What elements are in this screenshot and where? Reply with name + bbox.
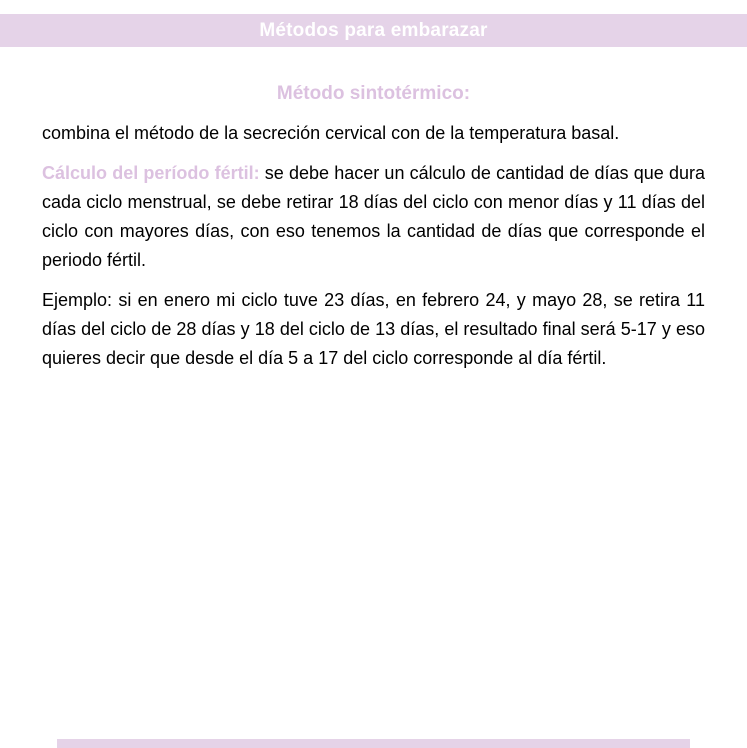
- section-subtitle: Método sintotérmico:: [276, 83, 471, 104]
- next-section-bar-sliver: [57, 739, 690, 748]
- paragraph-intro: combina el método de la secreción cervical con de la temperatura basal.: [42, 123, 620, 143]
- paragraph-calculation: [42, 159, 705, 275]
- document-content: [0, 47, 747, 373]
- page-header-bar: [0, 14, 747, 47]
- paragraph-calculation-lead-label: Cálculo del período fértil:: [42, 163, 260, 183]
- paragraph-calculation-text: se debe hacer un cálculo de cantidad de días que dura cada ciclo menstrual, se debe retirar 18 días del ciclo con menor días y 11 días del ciclo con mayores días, con eso tenemos la cantidad de días que corresponde el periodo fértil.: [42, 163, 705, 270]
- page-title: Métodos para embarazar: [259, 19, 488, 41]
- paragraph-example: Ejemplo: si en enero mi ciclo tuve 23 días, en febrero 24, y mayo 28, se retira 11 días del ciclo de 28 días y 18 del ciclo de 13 días, el resultado final será 5-17 y eso quieres decir que desde el día 5 a 17 del ciclo corresponde al día fértil.: [42, 290, 705, 368]
